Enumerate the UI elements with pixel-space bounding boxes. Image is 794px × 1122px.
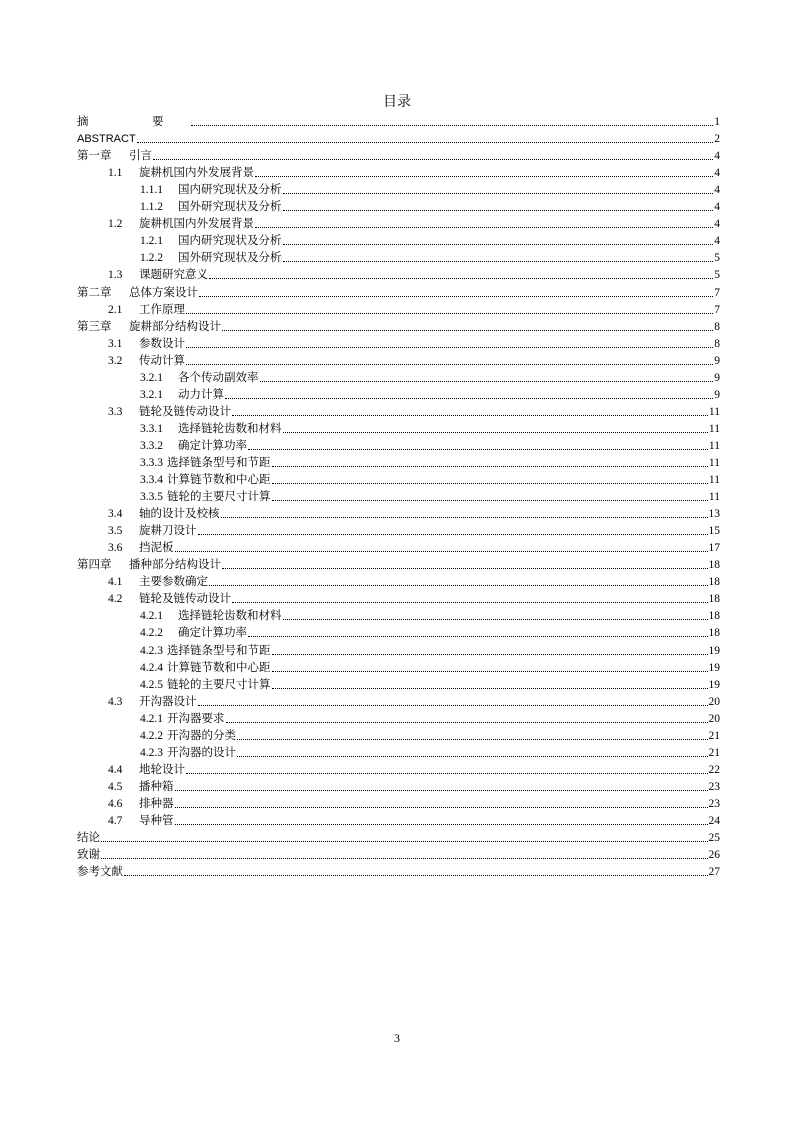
toc-leader-dots [260, 380, 714, 382]
toc-leader-dots [209, 584, 708, 586]
toc-entry-title: 排种器 [139, 797, 174, 810]
toc-entry-page: 21 [708, 729, 720, 742]
toc-entry-label [140, 371, 259, 385]
toc-entry[interactable] [77, 436, 720, 453]
toc-entry-label [140, 456, 271, 470]
toc-entry[interactable] [77, 146, 720, 163]
toc-entry[interactable] [77, 419, 720, 436]
toc-entry-title: 开沟器设计 [139, 695, 197, 708]
toc-entry-label [140, 729, 236, 743]
toc-entry-label [108, 814, 174, 828]
toc-leader-dots [248, 635, 708, 637]
toc-entry-title: 致谢 [77, 849, 100, 862]
toc-entry-page: 27 [708, 866, 720, 879]
toc-title: 目录 [383, 95, 411, 110]
toc-entry[interactable] [77, 692, 720, 709]
toc-entry-label [108, 592, 231, 606]
toc-leader-dots [225, 397, 713, 399]
toc-leader-dots [175, 789, 708, 791]
toc-entry-number: 4.2.3 [140, 746, 163, 759]
toc-entry-number: 1.2 [108, 218, 123, 231]
toc-entry-page: 11 [708, 405, 720, 418]
toc-entry-title: 链轮及链传动设计 [139, 405, 231, 418]
toc-entry-page: 19 [708, 644, 720, 657]
toc-entry-title: 播种箱 [139, 780, 174, 793]
toc-entry-number: 3.1 [108, 337, 123, 350]
toc-entry-number: 第一章 [77, 150, 112, 163]
toc-entry-label [108, 354, 185, 368]
toc-entry[interactable] [77, 794, 720, 811]
toc-entry-page: 18 [708, 559, 720, 572]
toc-entry-title: 链轮的主要尺寸计算 [167, 678, 271, 691]
toc-entry[interactable] [77, 248, 720, 265]
toc-entry-number: 1.2.2 [140, 252, 163, 265]
toc-entry-page: 17 [708, 542, 720, 555]
toc-entry[interactable] [77, 300, 720, 317]
toc-entry[interactable] [77, 572, 720, 589]
toc-entry-page: 9 [714, 388, 720, 401]
toc-entry-number: 4.2.1 [140, 712, 163, 725]
toc-leader-dots [222, 329, 713, 331]
toc-entry-page: 21 [708, 746, 720, 759]
toc-entry-title: 国外研究现状及分析 [178, 201, 282, 214]
toc-entry-number: 3.3.4 [140, 474, 163, 487]
toc-entry-label [140, 234, 282, 248]
toc-leader-dots [232, 414, 708, 416]
toc-entry-number: 3.5 [108, 525, 123, 538]
toc-leader-dots [175, 806, 708, 808]
toc-leader-dots [221, 516, 708, 518]
toc-entry-page: 8 [714, 337, 720, 350]
toc-entry[interactable] [77, 777, 720, 794]
toc-entry[interactable] [77, 317, 720, 334]
toc-entry[interactable] [77, 402, 720, 419]
toc-leader-dots [101, 840, 708, 842]
toc-entry-label [108, 405, 231, 419]
toc-entry-number: 3.3.3 [140, 456, 163, 469]
toc-entry[interactable] [77, 231, 720, 248]
toc-entry[interactable] [77, 334, 720, 351]
toc-entry-title: 导种管 [139, 814, 174, 827]
toc-entry-label [108, 541, 174, 555]
toc-entry-label [108, 337, 185, 351]
toc-entry-page: 11 [708, 491, 720, 504]
toc-entry-label [140, 473, 271, 487]
toc-entry-number: 4.3 [108, 695, 123, 708]
toc-entry-title: 旋耕部分结构设计 [129, 320, 221, 333]
toc-entry-label [77, 831, 100, 845]
toc-entry-title: 参数设计 [139, 337, 185, 350]
toc-entry-label [140, 712, 225, 726]
toc-entry[interactable] [77, 845, 720, 862]
toc-entry-number: 1.1.1 [140, 184, 163, 197]
toc-entry-label [140, 183, 282, 197]
toc-entry-page: 7 [714, 286, 720, 299]
toc-leader-dots [255, 175, 713, 177]
toc-entry-title: 摘 要 [77, 116, 190, 129]
toc-entry-title: 挡泥板 [139, 542, 174, 555]
toc-entry-page: 23 [708, 780, 720, 793]
toc-leader-dots [272, 687, 708, 689]
toc-entry-label [140, 422, 282, 436]
toc-entry-label [108, 303, 185, 317]
toc-entry[interactable] [77, 197, 720, 214]
toc-entry-title: 国内研究现状及分析 [178, 235, 282, 248]
toc-entry-number: 4.2 [108, 593, 123, 606]
toc-entry-label [77, 320, 221, 334]
toc-entry-number: 4.2.2 [140, 729, 163, 742]
table-of-contents [77, 112, 720, 879]
toc-entry-title: 课题研究意义 [139, 269, 208, 282]
toc-entry-label [108, 780, 174, 794]
toc-entry[interactable] [77, 862, 720, 879]
toc-entry-number: 4.5 [108, 780, 123, 793]
toc-entry-title: 国内研究现状及分析 [178, 184, 282, 197]
toc-entry-page: 18 [708, 576, 720, 589]
toc-entry-page: 18 [708, 610, 720, 623]
toc-entry-label [108, 524, 197, 538]
toc-entry[interactable] [77, 385, 720, 402]
toc-entry-title: 主要参数确定 [139, 576, 208, 589]
toc-leader-dots [186, 363, 713, 365]
toc-leader-dots [175, 823, 708, 825]
toc-entry-title: 结论 [77, 832, 100, 845]
toc-entry-page: 20 [708, 712, 720, 725]
toc-leader-dots [283, 260, 714, 262]
toc-entry-number: 3.3.5 [140, 491, 163, 504]
toc-leader-dots [226, 721, 708, 723]
toc-entry-label [108, 763, 185, 777]
toc-entry-title: 旋耕机国内外发展背景 [139, 167, 254, 180]
toc-entry[interactable] [77, 675, 720, 692]
toc-entry-label [140, 644, 271, 658]
toc-entry-title: 选择链轮齿数和材料 [178, 610, 282, 623]
toc-entry-title: 传动计算 [139, 354, 185, 367]
toc-entry[interactable] [77, 163, 720, 180]
toc-entry-title: 选择链轮齿数和材料 [178, 422, 282, 435]
toc-entry-label [140, 439, 247, 453]
toc-leader-dots [153, 158, 713, 160]
toc-entry-label [108, 797, 174, 811]
toc-leader-dots [272, 653, 708, 655]
toc-entry-number: 第四章 [77, 559, 112, 572]
toc-entry-page: 9 [714, 371, 720, 384]
toc-leader-dots [209, 277, 713, 279]
toc-leader-dots [175, 550, 708, 552]
toc-entry-title: 动力计算 [178, 388, 224, 401]
toc-entry-label [108, 575, 208, 589]
toc-entry[interactable] [77, 470, 720, 487]
toc-entry-page: 2 [714, 133, 720, 146]
toc-entry-number: 3.3 [108, 405, 123, 418]
toc-entry-title: 开沟器的设计 [167, 746, 236, 759]
toc-entry-number: 3.2 [108, 354, 123, 367]
toc-entry-label [108, 217, 254, 231]
toc-entry[interactable] [77, 112, 720, 129]
toc-entry-page: 26 [708, 849, 720, 862]
toc-leader-dots [137, 141, 714, 143]
toc-entry-number: 2.1 [108, 303, 123, 316]
toc-entry-title: 地轮设计 [139, 763, 185, 776]
toc-leader-dots [198, 533, 708, 535]
toc-entry-title: 播种部分结构设计 [129, 559, 221, 572]
toc-entry-number: 第二章 [77, 286, 112, 299]
toc-entry[interactable] [77, 555, 720, 572]
toc-entry-label [140, 746, 236, 760]
toc-entry-title: 计算链节数和中心距 [167, 661, 271, 674]
toc-leader-dots [191, 124, 714, 126]
toc-leader-dots [283, 192, 714, 194]
toc-entry-title: ABSTRACT [77, 133, 136, 146]
toc-entry-page: 18 [708, 593, 720, 606]
toc-entry-label [77, 848, 100, 862]
toc-entry-page: 4 [714, 235, 720, 248]
toc-entry[interactable] [77, 504, 720, 521]
toc-entry-number: 3.3.1 [140, 422, 163, 435]
toc-leader-dots [198, 704, 708, 706]
toc-entry-page: 5 [714, 269, 720, 282]
toc-entry[interactable] [77, 487, 720, 504]
toc-entry[interactable] [77, 640, 720, 657]
toc-entry-number: 4.2.4 [140, 661, 163, 674]
toc-entry-page: 13 [708, 508, 720, 521]
toc-entry[interactable] [77, 351, 720, 368]
toc-entry[interactable] [77, 521, 720, 538]
toc-entry[interactable] [77, 726, 720, 743]
toc-entry-label [108, 507, 220, 521]
toc-entry-page: 24 [708, 814, 720, 827]
toc-leader-dots [186, 772, 708, 774]
toc-entry-title: 引言 [129, 150, 152, 163]
toc-entry[interactable] [77, 743, 720, 760]
toc-entry-title: 确定计算功率 [178, 439, 247, 452]
toc-entry-page: 1 [714, 116, 720, 129]
toc-entry-page: 11 [708, 422, 720, 435]
toc-entry-page: 4 [714, 184, 720, 197]
toc-entry[interactable] [77, 709, 720, 726]
toc-entry-title: 旋耕机国内外发展背景 [139, 218, 254, 231]
toc-entry-page: 5 [714, 252, 720, 265]
toc-entry-page: 4 [714, 150, 720, 163]
page-number: 3 [394, 1031, 400, 1045]
toc-entry[interactable] [77, 538, 720, 555]
toc-leader-dots [272, 465, 708, 467]
toc-entry-page: 8 [714, 320, 720, 333]
toc-entry[interactable] [77, 623, 720, 640]
toc-entry-label [77, 558, 221, 572]
toc-entry-title: 选择链条型号和节距 [167, 644, 271, 657]
toc-entry[interactable] [77, 828, 720, 845]
toc-leader-dots [232, 601, 708, 603]
toc-entry-title: 旋耕刀设计 [139, 525, 197, 538]
toc-entry-number: 4.2.1 [140, 610, 163, 623]
toc-leader-dots [272, 499, 708, 501]
toc-leader-dots [283, 243, 714, 245]
toc-entry-title: 选择链条型号和节距 [167, 456, 271, 469]
toc-entry-label [140, 200, 282, 214]
toc-entry[interactable] [77, 453, 720, 470]
toc-leader-dots [248, 448, 708, 450]
toc-entry-title: 链轮的主要尺寸计算 [167, 491, 271, 504]
toc-entry-page: 4 [714, 201, 720, 214]
toc-entry-label [108, 166, 254, 180]
toc-entry-title: 链轮及链传动设计 [139, 593, 231, 606]
toc-entry-title: 总体方案设计 [129, 286, 198, 299]
toc-entry-label [77, 149, 152, 163]
toc-leader-dots [199, 295, 713, 297]
toc-entry-page: 9 [714, 354, 720, 367]
toc-leader-dots [272, 482, 708, 484]
toc-entry-label [77, 865, 123, 879]
toc-entry-title: 参考文献 [77, 866, 123, 879]
toc-entry[interactable] [77, 265, 720, 282]
toc-entry-label [77, 115, 190, 129]
toc-entry-title: 国外研究现状及分析 [178, 252, 282, 265]
toc-entry-page: 22 [708, 763, 720, 776]
toc-leader-dots [272, 670, 708, 672]
toc-entry-number: 4.1 [108, 576, 123, 589]
toc-entry-page: 11 [708, 456, 720, 469]
toc-entry-title: 开沟器要求 [167, 712, 225, 725]
toc-entry-number: 1.1.2 [140, 201, 163, 214]
toc-entry-number: 4.2.2 [140, 627, 163, 640]
toc-leader-dots [255, 226, 713, 228]
toc-entry[interactable] [77, 811, 720, 828]
toc-entry-label [140, 661, 271, 675]
toc-entry-page: 20 [708, 695, 720, 708]
toc-entry-label [140, 490, 271, 504]
toc-entry-number: 3.6 [108, 542, 123, 555]
toc-entry-page: 18 [708, 627, 720, 640]
toc-entry-page: 25 [708, 832, 720, 845]
toc-leader-dots [237, 738, 708, 740]
toc-entry-number: 4.7 [108, 814, 123, 827]
toc-entry-title: 确定计算功率 [178, 627, 247, 640]
toc-entry-number: 1.3 [108, 269, 123, 282]
toc-entry[interactable] [77, 180, 720, 197]
toc-leader-dots [222, 567, 708, 569]
toc-leader-dots [283, 618, 708, 620]
toc-entry[interactable] [77, 214, 720, 231]
toc-entry-page: 11 [708, 474, 720, 487]
toc-entry-number: 4.2.3 [140, 644, 163, 657]
toc-entry-page: 4 [714, 167, 720, 180]
toc-entry-page: 19 [708, 661, 720, 674]
toc-entry-number: 1.2.1 [140, 235, 163, 248]
toc-leader-dots [283, 209, 714, 211]
toc-entry[interactable] [77, 760, 720, 777]
toc-entry-page: 23 [708, 797, 720, 810]
toc-leader-dots [186, 346, 713, 348]
toc-leader-dots [237, 755, 708, 757]
toc-entry-label [140, 388, 224, 402]
toc-leader-dots [186, 312, 713, 314]
toc-entry-page: 19 [708, 678, 720, 691]
toc-entry-label [108, 695, 197, 709]
toc-entry-label [77, 286, 198, 300]
toc-entry-title: 开沟器的分类 [167, 729, 236, 742]
toc-entry-title: 计算链节数和中心距 [167, 474, 271, 487]
toc-entry-title: 各个传动副效率 [178, 371, 259, 384]
toc-entry-title: 轴的设计及校核 [139, 508, 220, 521]
toc-entry-page: 7 [714, 303, 720, 316]
toc-entry-page: 4 [714, 218, 720, 231]
toc-leader-dots [101, 857, 708, 859]
toc-entry-number: 1.1 [108, 167, 123, 180]
toc-entry-number: 3.2.1 [140, 388, 163, 401]
toc-entry[interactable] [77, 658, 720, 675]
toc-entry-number: 3.2.1 [140, 371, 163, 384]
toc-entry-label [77, 132, 136, 146]
toc-leader-dots [124, 874, 708, 876]
toc-entry-number: 4.2.5 [140, 678, 163, 691]
toc-entry-label [140, 251, 282, 265]
toc-entry[interactable] [77, 606, 720, 623]
toc-entry-number: 4.4 [108, 763, 123, 776]
toc-entry-label [140, 678, 271, 692]
toc-entry-label [140, 609, 282, 623]
toc-entry-label [108, 268, 208, 282]
toc-entry-number: 第三章 [77, 320, 112, 333]
toc-leader-dots [283, 431, 708, 433]
toc-entry-label [140, 626, 247, 640]
toc-entry[interactable] [77, 589, 720, 606]
toc-entry[interactable] [77, 368, 720, 385]
toc-entry-number: 3.3.2 [140, 439, 163, 452]
toc-entry[interactable] [77, 129, 720, 146]
toc-entry-page: 15 [708, 525, 720, 538]
toc-entry-number: 4.6 [108, 797, 123, 810]
toc-entry-page: 11 [708, 439, 720, 452]
toc-entry-number: 3.4 [108, 508, 123, 521]
toc-entry[interactable] [77, 282, 720, 299]
toc-entry-title: 工作原理 [139, 303, 185, 316]
